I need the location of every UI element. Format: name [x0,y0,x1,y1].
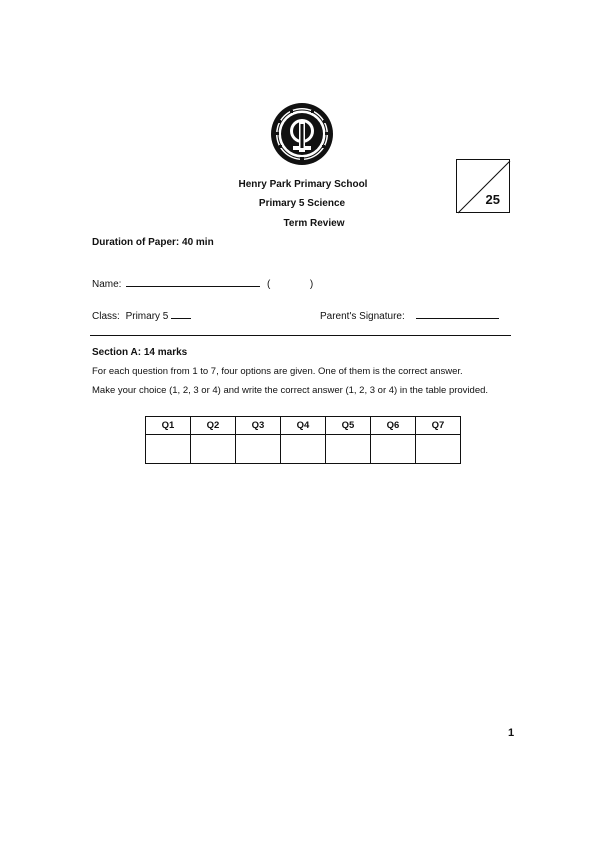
duration-label: Duration of Paper: [92,237,180,248]
parent-signature-label: Parent's Signature: [320,311,405,322]
subject-title: Primary 5 Science [258,198,346,209]
answer-table-answer-row [146,435,461,464]
name-line [92,276,313,290]
duration-value: 40 min [182,237,214,248]
class-line [92,308,191,322]
score-box-diagonal [457,160,511,214]
answer-cell-q4[interactable] [281,435,326,464]
class-value: Primary 5 [125,311,169,322]
name-label: Name: [92,279,122,290]
answer-table-header-q3: Q3 [236,417,281,435]
register-number-open-paren: ( [267,279,271,290]
answer-table-header-q1: Q1 [146,417,191,435]
answer-cell-q7[interactable] [416,435,461,464]
answer-table-header-q6: Q6 [371,417,416,435]
class-input-line[interactable] [171,308,191,319]
duration-line [92,237,214,248]
parent-signature-input-line[interactable] [416,308,499,319]
answer-table-header-q2: Q2 [191,417,236,435]
answer-table-header-row [146,417,461,435]
answer-table-header-q4: Q4 [281,417,326,435]
answer-table [145,416,461,464]
school-crest-logo [270,102,334,166]
answer-cell-q3[interactable] [236,435,281,464]
total-marks: 25 [485,192,500,207]
section-a-title: Section A: 14 marks [92,347,188,358]
answer-table-header-q5: Q5 [326,417,371,435]
answer-cell-q5[interactable] [326,435,371,464]
answer-cell-q2[interactable] [191,435,236,464]
class-label: Class: [92,311,120,322]
section-a-instruction-2: Make your choice (1, 2, 3 or 4) and write the correct answer (1, 2, 3 or 4) in the table provided. [92,385,489,396]
answer-cell-q1[interactable] [146,435,191,464]
school-name: Henry Park Primary School [238,179,368,190]
page-number: 1 [508,727,515,739]
answer-table-header-q7: Q7 [416,417,461,435]
paper-title: Term Review [283,218,345,229]
section-a-instruction-1: For each question from 1 to 7, four options are given. One of them is the correct answer. [92,366,463,377]
register-number-close-paren: ) [309,279,314,290]
score-box [456,159,510,213]
parent-signature-line [320,308,499,322]
answer-cell-q6[interactable] [371,435,416,464]
name-input-line[interactable] [126,276,260,287]
divider-rule [90,335,511,336]
